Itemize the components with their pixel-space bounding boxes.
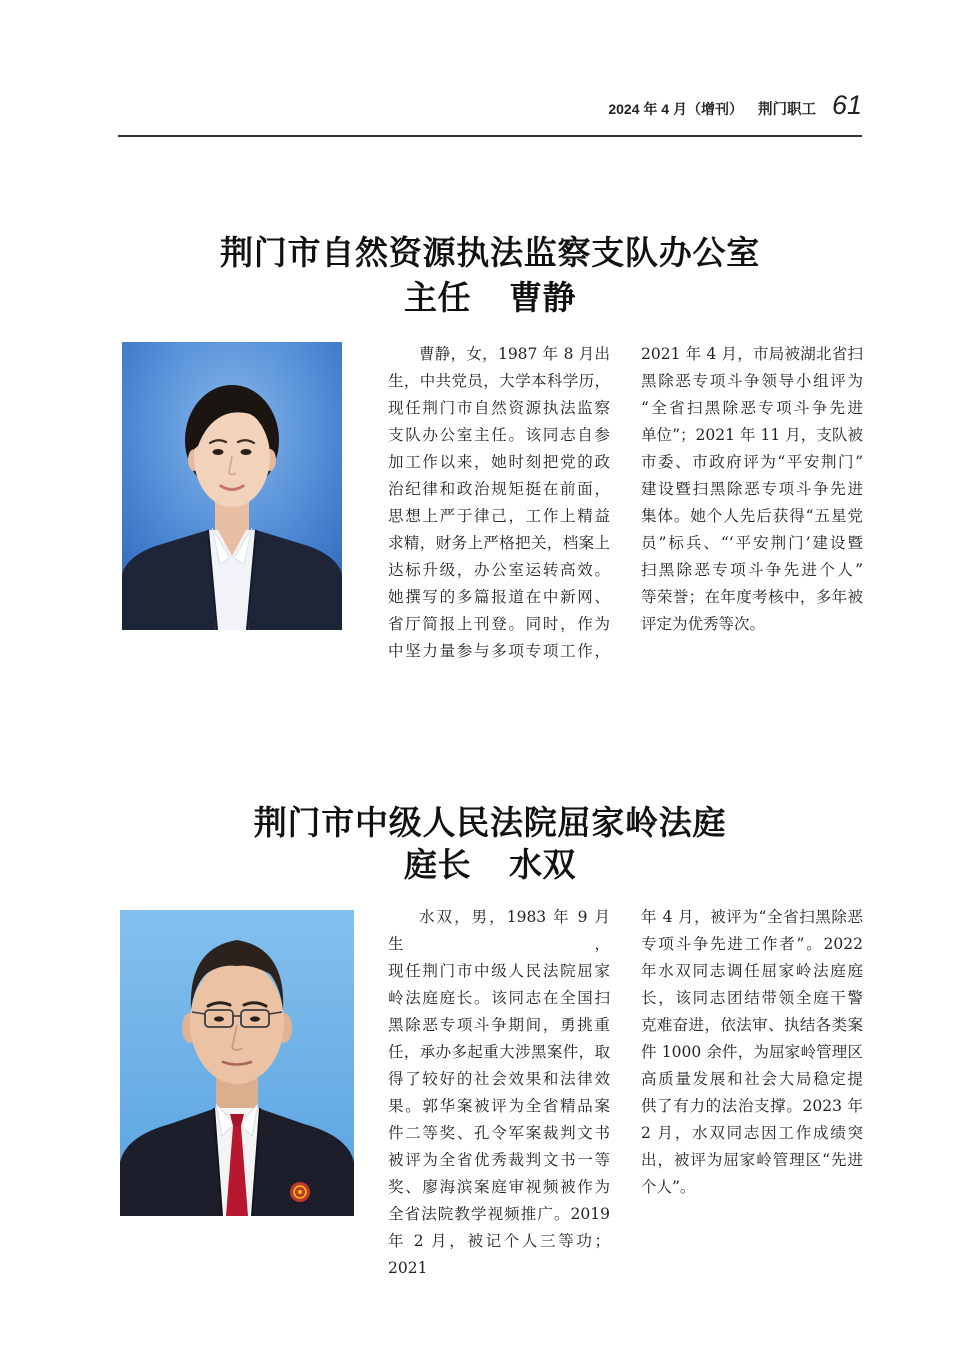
- header-issue: 2024 年 4 月（增刊）: [608, 101, 743, 117]
- body-text-line: 等荣誉；在年度考核中，多年被: [641, 588, 863, 606]
- profile-2-title: 荆门市中级人民法院屈家岭法庭: [253, 803, 727, 842]
- body-text-line: 市委、市政府评为“平安荆门”: [641, 453, 863, 471]
- body-text-line: 生，中共党员，大学本科学历，: [388, 372, 610, 390]
- profile-2-subtitle: [118, 844, 862, 886]
- body-text-line: 思想上严于律己，工作上精益: [388, 507, 610, 525]
- body-text-line: 曹静，女，1987 年 8 月出: [419, 345, 610, 363]
- header-rule: [118, 135, 862, 137]
- body-text-line: 治纪律和政治规矩挺在前面，: [388, 480, 610, 498]
- body-text-line: 扫黑除恶专项斗争先进个人”: [641, 561, 863, 579]
- body-text-line: 单位”；2021 年 11 月，支队被: [641, 426, 863, 444]
- body-text-line: 任，承办多起重大涉黑案件，取: [388, 1043, 610, 1061]
- body-text-line: 评定为优秀等次。: [641, 615, 766, 633]
- body-text-line: 被评为全省优秀裁判文书一等: [388, 1151, 610, 1169]
- profile-2-name: 水双: [509, 845, 576, 884]
- profile-2-role: 庭长: [404, 845, 471, 884]
- body-text-line: 全省法院教学视频推广。2019: [388, 1205, 610, 1223]
- body-text-line: 年水双同志调任屈家岭法庭庭: [641, 962, 863, 980]
- body-text-line: 2021 年 4 月，市局被湖北省扫: [641, 345, 863, 363]
- body-text-line: 出，被评为屈家岭管理区“先进: [641, 1151, 863, 1169]
- body-text-line: 加工作以来，她时刻把党的政: [388, 453, 610, 471]
- body-text-line: 克难奋进，依法审、执结各类案: [641, 1016, 863, 1034]
- body-text-line: 年 4 月，被评为“全省扫黑除恶: [641, 908, 863, 926]
- lapel-badge-icon: [290, 1182, 310, 1202]
- profile-1-portrait-photo: [122, 342, 342, 630]
- body-text-line: 她撰写的多篇报道在中新网、: [388, 588, 610, 606]
- profile-1-text-column-1: [388, 341, 610, 665]
- body-text-line: 个人”。: [641, 1178, 696, 1196]
- body-text-line: 集体。她个人先后获得“五星党: [641, 507, 863, 525]
- body-text-line: 得了较好的社会效果和法律效: [388, 1070, 610, 1088]
- body-text-line: “全省扫黑除恶专项斗争先进: [641, 399, 863, 417]
- body-text-line: 专项斗争先进工作者”。2022: [641, 935, 863, 953]
- body-text-line: 省厅简报上刊登。同时，作为: [388, 615, 610, 633]
- body-text-line: 黑除恶专项斗争领导小组评为: [641, 372, 863, 390]
- body-text-line: 建设暨扫黑除恶专项斗争先进: [641, 480, 863, 498]
- body-text-line: 果。郭华案被评为全省精品案: [388, 1097, 610, 1115]
- running-header: [608, 90, 862, 121]
- body-text-line: 黑除恶专项斗争期间，勇挑重: [388, 1016, 610, 1034]
- body-text-line: 奖、廖海滨案庭审视频被作为: [388, 1178, 610, 1196]
- profile-2-text-column-1: [388, 904, 610, 1282]
- body-text-line: 员”标兵、“‘平安荆门’建设暨: [641, 534, 863, 552]
- body-text-line: 件二等奖、孔令军案裁判文书: [388, 1124, 610, 1142]
- profile-1-name: 曹静: [509, 278, 576, 317]
- profile-1-role: 主任: [404, 278, 471, 317]
- profile-1-subtitle: [118, 277, 862, 319]
- body-text-line: 中坚力量参与多项专项工作，: [388, 642, 610, 660]
- body-text-line: 件 1000 余件，为屈家岭管理区: [641, 1043, 863, 1061]
- body-text-line: 长，该同志团结带领全庭干警: [641, 989, 863, 1007]
- body-text-line: 达标升级，办公室运转高效。: [388, 561, 610, 579]
- body-text-line: 岭法庭庭长。该同志在全国扫: [388, 989, 610, 1007]
- body-text-line: 年 2 月，被记个人三等功；2021: [388, 1232, 610, 1277]
- body-text-line: 现任荆门市中级人民法院屈家: [388, 962, 610, 980]
- profile-1-text-column-2: [641, 341, 863, 638]
- body-text-line: 供了有力的法治支撑。2023 年: [641, 1097, 863, 1115]
- body-text-line: 支队办公室主任。该同志自参: [388, 426, 610, 444]
- body-text-line: 高质量发展和社会大局稳定提: [641, 1070, 863, 1088]
- body-text-line: 求精，财务上严格把关，档案上: [388, 534, 610, 552]
- profile-2-text-column-2: [641, 904, 863, 1201]
- body-text-line: 现任荆门市自然资源执法监察: [388, 399, 610, 417]
- header-magazine-name: 荆门职工: [757, 102, 816, 118]
- profile-2-portrait-photo: [120, 910, 354, 1216]
- profile-1-title: 荆门市自然资源执法监察支队办公室: [220, 233, 760, 272]
- page-number: 61: [831, 90, 862, 120]
- body-text-line: 2 月，水双同志因工作成绩突: [641, 1124, 863, 1142]
- body-text-line: 水双，男，1983 年 9 月生，: [388, 908, 610, 953]
